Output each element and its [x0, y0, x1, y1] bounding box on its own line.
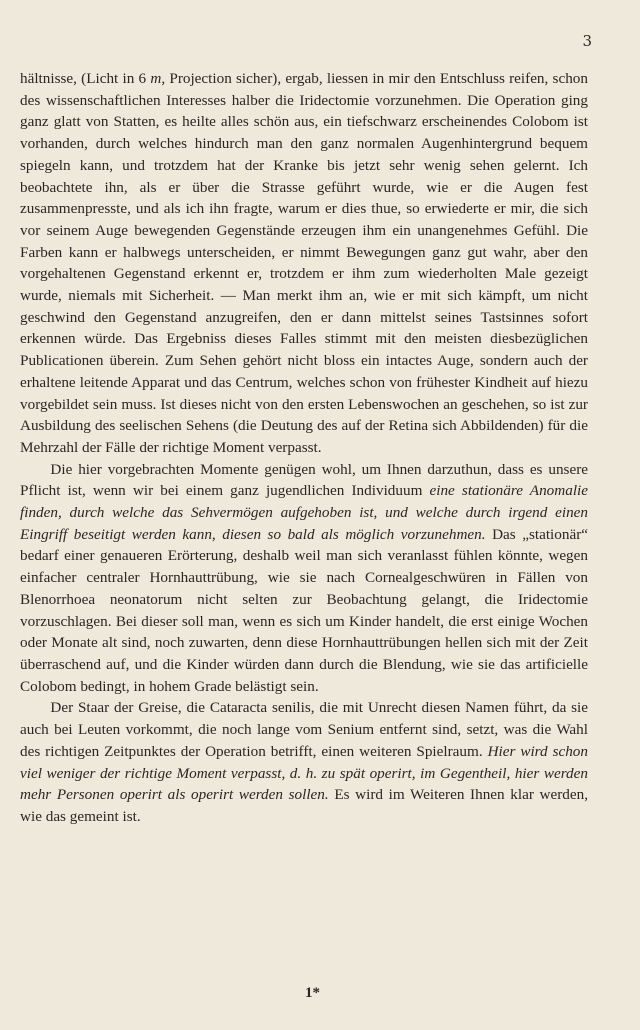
- text-segment-italic: Hier wird schon viel weniger der richtige Moment verpasst, d. h. zu spät operirt, im Gegentheil, hier werden mehr Personen operirt als operirt werden sollen.: [20, 742, 588, 804]
- page-number: 3: [582, 32, 592, 50]
- text-segment: Es wird im Weiteren Ihnen klar werden, wie das gemeint ist.: [20, 786, 588, 825]
- paragraph-3: [20, 697, 588, 827]
- text-segment: Der Staar der Greise, die Cataracta senilis, die mit Unrecht diesen Namen führt, da sie auch bei Leuten vorkommt, die noch lange vom Senium entfernt sind, setzt, was die Wahl des richtigen Zeitpunktes der Operation betrifft, einen weiteren Spielraum.: [20, 699, 588, 760]
- text-segment-italic: m: [150, 70, 162, 87]
- signature-mark: 1*: [305, 985, 320, 1001]
- body-text: [20, 68, 588, 828]
- paragraph-2: [20, 459, 588, 698]
- text-segment-italic: eine stationäre Anomalie finden, durch welche das Sehvermögen aufgehoben ist, und welche durch irgend einen Eingriff beseitigt werden kann, diesen so bald als möglich vorzunehmen.: [20, 482, 588, 543]
- text-segment: Das „stationär“ bedarf einer genaueren Erörterung, deshalb weil man sich veranlasst fühlen könnte, wegen einfacher centraler Hornhauttrübung, wie sie nach Cornealgeschwüren in Fällen von Blenorrhoea neonatorum nicht selten zur Beobachtung gelangt, die Iridectomie vorzuschlagen. Bei dieser soll man, wenn es sich um Kinder handelt, die erst einige Wochen oder Monate alt sind, noch zuwarten, denn diese Hornhauttrübungen hellen sich mit der Zeit überraschend auf, und die Kinder würden dann durch die Blendung, wie sie das artificielle Colobom bedingt, in hohem Grade belästigt sein.: [20, 525, 588, 695]
- text-segment: hältnisse, (Licht in 6: [20, 70, 151, 87]
- text-segment: , Projection sicher), ergab, liessen in mir den Entschluss reifen, schon des wissenschaftlichen Interesses halber die Iridectomie vorzunehmen. Die Operation ging ganz glatt von Statten, es heilte alles schön aus, ein tiefschwarz erscheinendes Colobom ist vorhanden, durch welches hindurch man den ganz normalen Augenhintergrund bequem spiegeln kann, und trotzdem hat der Kranke bis jetzt sehr wenig sehen gelernt. Ich beobachtete ihn, als er über die Strasse geführt wurde, wie er die Augen fest zusammenpresste, und als ich ihn fragte, warum er dies thue, so erwiederte er mir, die sich vor seinem Auge bewegenden Gegenstände erzeugen ihm ein unangenehmes Gefühl. Die Farben kann er halbwegs unterscheiden, er nimmt Bewegungen ganz gut wahr, aber den vorgehaltenen Gegenstand erkennt er, trotzdem er ihm zum wiederholten Male gezeigt wurde, niemals mit Sicherheit. — Man merkt ihm an, wie er mit sich kämpft, um nicht geschwind den Gegenstand anzugreifen, den er dann mittelst seines Tastsinnes sofort erkennen würde. Das Ergebniss dieses Falles stimmt mit den meisten diesbezüglichen Publicationen überein. Zum Sehen gehört nicht bloss ein intactes Auge, sondern auch der erhaltene leitende Apparat und das Centrum, welches schon von frühester Kindheit auf hiezu vorgebildet sein muss. Ist dieses nicht von den ersten Lebenswochen an geschehen, so ist zur Ausbildung des seelischen Sehens (die Deutung des auf der Retina sich Abbildenden) für die Mehrzahl der Fälle der richtige Moment verpasst.: [20, 70, 588, 456]
- text-segment: Die hier vorgebrachten Momente genügen wohl, um Ihnen darzuthun, dass es unsere Pflicht ist, wenn wir bei einem ganz jugendlichen Individuum: [20, 460, 588, 500]
- paragraph-1: [20, 68, 588, 459]
